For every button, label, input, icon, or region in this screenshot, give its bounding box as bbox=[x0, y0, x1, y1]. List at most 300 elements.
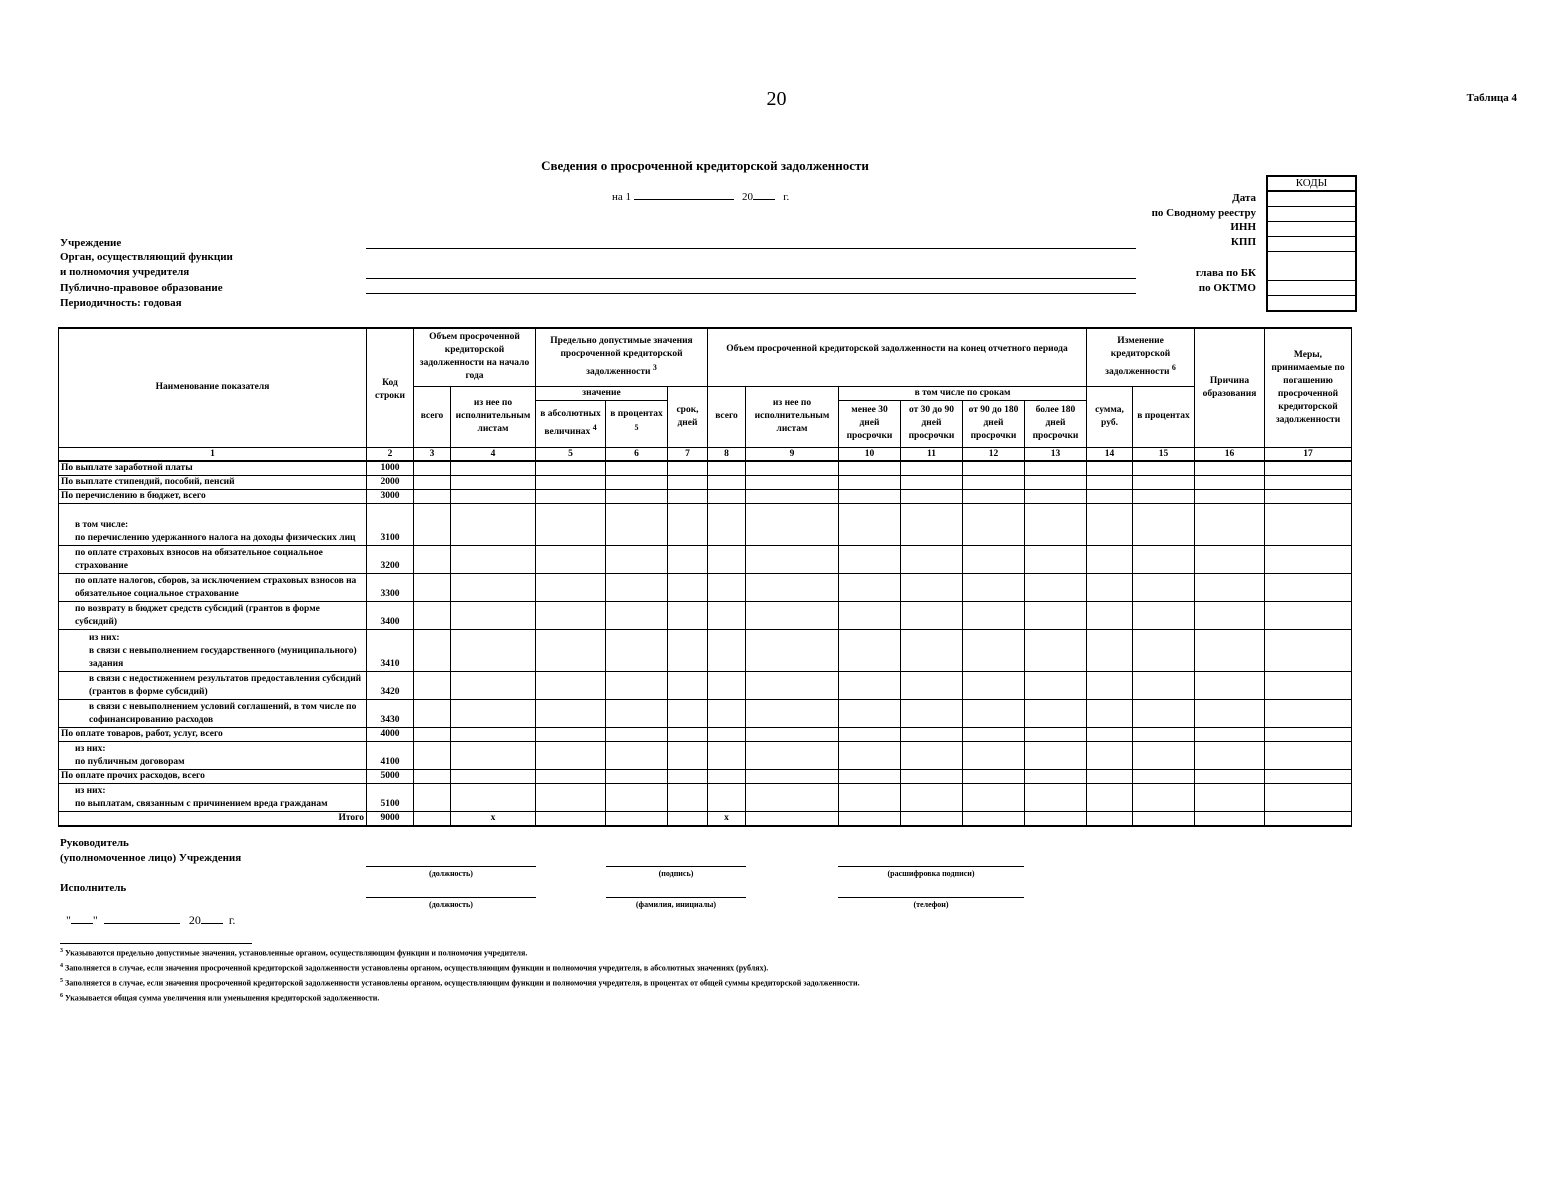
code-cell-bk[interactable] bbox=[1268, 252, 1355, 281]
total-cell[interactable] bbox=[746, 811, 839, 826]
data-cell[interactable] bbox=[708, 671, 746, 699]
data-cell[interactable] bbox=[536, 629, 606, 671]
data-cell[interactable] bbox=[746, 489, 839, 503]
data-cell[interactable] bbox=[1195, 545, 1265, 573]
table-row bbox=[59, 629, 1352, 671]
data-cell[interactable] bbox=[1087, 629, 1133, 671]
header-lt30: менее 30 дней просрочки bbox=[839, 400, 901, 447]
code-cell-inn[interactable] bbox=[1268, 222, 1355, 237]
total-cell[interactable] bbox=[668, 811, 708, 826]
month-blank-field[interactable] bbox=[104, 923, 180, 924]
data-cell[interactable] bbox=[1195, 489, 1265, 503]
row-code: 2000 bbox=[367, 475, 414, 489]
data-cell[interactable] bbox=[1087, 461, 1133, 476]
data-cell[interactable] bbox=[746, 545, 839, 573]
data-cell[interactable] bbox=[1087, 545, 1133, 573]
data-cell[interactable] bbox=[708, 727, 746, 741]
data-cell[interactable] bbox=[451, 475, 536, 489]
data-cell[interactable] bbox=[1195, 629, 1265, 671]
column-number: 14 bbox=[1087, 447, 1133, 461]
data-cell[interactable] bbox=[414, 475, 451, 489]
data-cell[interactable] bbox=[1025, 629, 1087, 671]
data-cell[interactable] bbox=[1133, 461, 1195, 476]
data-cell[interactable] bbox=[746, 769, 839, 783]
data-cell[interactable] bbox=[1265, 727, 1352, 741]
data-cell[interactable] bbox=[746, 601, 839, 629]
header-measures: Меры, принимаемые по погашению просроченной кредиторской задолженности bbox=[1265, 328, 1352, 447]
data-cell[interactable] bbox=[1195, 727, 1265, 741]
data-cell[interactable] bbox=[1025, 769, 1087, 783]
column-number: 10 bbox=[839, 447, 901, 461]
data-cell[interactable] bbox=[1195, 601, 1265, 629]
data-cell[interactable] bbox=[1265, 699, 1352, 727]
data-cell[interactable] bbox=[1195, 461, 1265, 476]
data-cell[interactable] bbox=[963, 503, 1025, 545]
column-number: 17 bbox=[1265, 447, 1352, 461]
total-cell[interactable] bbox=[1133, 811, 1195, 826]
codes-header: КОДЫ bbox=[1268, 177, 1355, 192]
founder-line[interactable] bbox=[366, 278, 1136, 279]
year-blank-field[interactable] bbox=[753, 199, 775, 200]
data-cell[interactable] bbox=[963, 727, 1025, 741]
data-cell[interactable] bbox=[1265, 629, 1352, 671]
header-end-volume: Объем просроченной кредиторской задолженности на конец отчетного периода bbox=[708, 328, 1087, 386]
public-entity-label: Публично-правовое образование bbox=[60, 282, 223, 294]
data-cell[interactable] bbox=[451, 573, 536, 601]
data-cell[interactable] bbox=[1087, 671, 1133, 699]
data-cell[interactable] bbox=[708, 629, 746, 671]
executor-phone-line[interactable] bbox=[838, 897, 1024, 898]
data-cell[interactable] bbox=[536, 545, 606, 573]
data-cell[interactable] bbox=[746, 699, 839, 727]
data-cell[interactable] bbox=[708, 573, 746, 601]
data-cell[interactable] bbox=[963, 741, 1025, 769]
data-cell[interactable] bbox=[1195, 475, 1265, 489]
data-cell[interactable] bbox=[1133, 699, 1195, 727]
data-cell[interactable] bbox=[1087, 601, 1133, 629]
head-signature-line[interactable] bbox=[606, 866, 746, 867]
data-cell[interactable] bbox=[668, 601, 708, 629]
data-cell[interactable] bbox=[414, 503, 451, 545]
data-cell[interactable] bbox=[668, 461, 708, 476]
total-cell[interactable] bbox=[1195, 811, 1265, 826]
data-cell[interactable] bbox=[1025, 601, 1087, 629]
data-cell[interactable] bbox=[451, 629, 536, 671]
data-cell[interactable] bbox=[746, 671, 839, 699]
data-cell[interactable] bbox=[668, 545, 708, 573]
data-cell[interactable] bbox=[668, 489, 708, 503]
data-cell[interactable] bbox=[1133, 769, 1195, 783]
data-cell[interactable] bbox=[606, 769, 668, 783]
data-cell[interactable] bbox=[536, 489, 606, 503]
row-code: 4100 bbox=[367, 741, 414, 769]
codes-box bbox=[1266, 175, 1357, 312]
table-label: Таблица 4 bbox=[1466, 92, 1517, 104]
day-blank-field[interactable] bbox=[71, 923, 93, 924]
data-cell[interactable] bbox=[606, 699, 668, 727]
data-cell[interactable] bbox=[536, 783, 606, 811]
total-cell[interactable] bbox=[1087, 811, 1133, 826]
date-blank-field[interactable] bbox=[634, 199, 734, 200]
data-cell[interactable] bbox=[451, 699, 536, 727]
data-cell[interactable] bbox=[963, 601, 1025, 629]
data-cell[interactable] bbox=[451, 489, 536, 503]
data-cell[interactable] bbox=[963, 783, 1025, 811]
total-x-mark: x bbox=[708, 811, 746, 826]
table-row bbox=[59, 699, 1352, 727]
data-cell[interactable] bbox=[414, 629, 451, 671]
data-cell[interactable] bbox=[451, 783, 536, 811]
data-cell[interactable] bbox=[901, 573, 963, 601]
data-cell[interactable] bbox=[1133, 783, 1195, 811]
data-cell[interactable] bbox=[414, 461, 451, 476]
data-cell[interactable] bbox=[708, 699, 746, 727]
data-cell[interactable] bbox=[963, 629, 1025, 671]
data-cell[interactable] bbox=[1195, 769, 1265, 783]
founder-label-line1: Орган, осуществляющий функции bbox=[60, 251, 233, 263]
data-cell[interactable] bbox=[839, 671, 901, 699]
data-cell[interactable] bbox=[1087, 769, 1133, 783]
data-cell[interactable] bbox=[746, 503, 839, 545]
data-cell[interactable] bbox=[901, 629, 963, 671]
data-cell[interactable] bbox=[839, 573, 901, 601]
data-cell[interactable] bbox=[708, 769, 746, 783]
data-cell[interactable] bbox=[606, 671, 668, 699]
data-cell[interactable] bbox=[1265, 461, 1352, 476]
data-cell[interactable] bbox=[1133, 727, 1195, 741]
data-cell[interactable] bbox=[1133, 601, 1195, 629]
header-change-percent: в процентах bbox=[1133, 386, 1195, 447]
data-cell[interactable] bbox=[414, 741, 451, 769]
data-cell[interactable] bbox=[708, 461, 746, 476]
data-cell[interactable] bbox=[901, 503, 963, 545]
data-cell[interactable] bbox=[1025, 545, 1087, 573]
footnote-6: $^6$ Указывается общая сумма увеличения или уменьшения кредиторской задолженности. bbox=[60, 993, 380, 1003]
data-cell[interactable] bbox=[1087, 741, 1133, 769]
data-cell[interactable] bbox=[901, 671, 963, 699]
data-cell[interactable] bbox=[1025, 727, 1087, 741]
data-cell[interactable] bbox=[839, 601, 901, 629]
data-cell[interactable] bbox=[963, 475, 1025, 489]
data-cell[interactable] bbox=[1025, 699, 1087, 727]
data-cell[interactable] bbox=[451, 769, 536, 783]
data-cell[interactable] bbox=[746, 727, 839, 741]
data-cell[interactable] bbox=[606, 727, 668, 741]
data-cell[interactable] bbox=[451, 727, 536, 741]
code-cell-date[interactable] bbox=[1268, 192, 1355, 207]
data-cell[interactable] bbox=[606, 475, 668, 489]
data-cell[interactable] bbox=[1265, 741, 1352, 769]
footnote-3: $^3$ Указываются предельно допустимые значения, установленные органом, осуществляющим функции и полномочия учредителя. bbox=[60, 948, 528, 958]
code-cell-period[interactable] bbox=[1268, 296, 1355, 310]
data-cell[interactable] bbox=[668, 475, 708, 489]
data-cell[interactable] bbox=[1265, 475, 1352, 489]
institution-line[interactable] bbox=[366, 248, 1136, 249]
data-cell[interactable] bbox=[963, 545, 1025, 573]
data-cell[interactable] bbox=[1025, 573, 1087, 601]
data-cell[interactable] bbox=[1265, 489, 1352, 503]
data-cell[interactable] bbox=[839, 629, 901, 671]
data-cell[interactable] bbox=[1087, 503, 1133, 545]
data-cell[interactable] bbox=[901, 475, 963, 489]
data-cell[interactable] bbox=[668, 671, 708, 699]
data-cell[interactable] bbox=[536, 573, 606, 601]
sign-year-blank-field[interactable] bbox=[201, 923, 223, 924]
data-cell[interactable] bbox=[1133, 741, 1195, 769]
total-cell[interactable] bbox=[536, 811, 606, 826]
data-cell[interactable] bbox=[668, 629, 708, 671]
executor-caption-position: (должность) bbox=[429, 900, 473, 909]
data-cell[interactable] bbox=[606, 601, 668, 629]
total-cell[interactable] bbox=[1265, 811, 1352, 826]
data-cell[interactable] bbox=[963, 699, 1025, 727]
header-code: Код строки bbox=[367, 328, 414, 447]
column-number: 16 bbox=[1195, 447, 1265, 461]
code-label-inn: ИНН bbox=[1230, 221, 1256, 233]
footnote-5: $^5$ Заполняется в случае, если значения просроченной кредиторской задолженности установлены органом, осуществляющим функции и полномочия учредителя, в процентах от общей суммы кредиторской задолженности. bbox=[60, 978, 860, 988]
data-cell[interactable] bbox=[1025, 783, 1087, 811]
data-cell[interactable] bbox=[963, 671, 1025, 699]
row-code: 3400 bbox=[367, 601, 414, 629]
data-cell[interactable] bbox=[1025, 503, 1087, 545]
data-cell[interactable] bbox=[606, 489, 668, 503]
data-cell[interactable] bbox=[839, 727, 901, 741]
data-cell[interactable] bbox=[839, 475, 901, 489]
data-cell[interactable] bbox=[1133, 545, 1195, 573]
data-cell[interactable] bbox=[414, 671, 451, 699]
data-cell[interactable] bbox=[708, 601, 746, 629]
data-cell[interactable] bbox=[746, 573, 839, 601]
data-cell[interactable] bbox=[708, 741, 746, 769]
header-start-volume: Объем просроченной кредиторской задолженности на начало года bbox=[414, 328, 536, 386]
data-cell[interactable] bbox=[1087, 573, 1133, 601]
data-cell[interactable] bbox=[1087, 475, 1133, 489]
data-cell[interactable] bbox=[1265, 783, 1352, 811]
executor-position-line[interactable] bbox=[366, 897, 536, 898]
code-cell-oktmo[interactable] bbox=[1268, 281, 1355, 296]
data-cell[interactable] bbox=[1133, 475, 1195, 489]
sign-year-prefix: 20 bbox=[188, 913, 201, 927]
data-cell[interactable] bbox=[1025, 475, 1087, 489]
total-cell[interactable] bbox=[963, 811, 1025, 826]
head-position-line[interactable] bbox=[366, 866, 536, 867]
header-start-total: всего bbox=[414, 386, 451, 447]
data-cell[interactable] bbox=[414, 601, 451, 629]
column-number: 12 bbox=[963, 447, 1025, 461]
data-cell[interactable] bbox=[839, 503, 901, 545]
data-cell[interactable] bbox=[1025, 741, 1087, 769]
data-cell[interactable] bbox=[668, 573, 708, 601]
data-cell[interactable] bbox=[414, 489, 451, 503]
data-cell[interactable] bbox=[414, 699, 451, 727]
data-cell[interactable] bbox=[536, 461, 606, 476]
data-cell[interactable] bbox=[839, 461, 901, 476]
data-cell[interactable] bbox=[536, 601, 606, 629]
close-quote: " bbox=[92, 913, 98, 927]
data-cell[interactable] bbox=[1195, 573, 1265, 601]
data-cell[interactable] bbox=[668, 727, 708, 741]
data-cell[interactable] bbox=[901, 545, 963, 573]
page-number: 20 bbox=[766, 88, 787, 110]
header-limits: Предельно допустимые значения просроченной кредиторской задолженности $^3$ bbox=[536, 328, 708, 386]
data-cell[interactable] bbox=[901, 699, 963, 727]
data-cell[interactable] bbox=[839, 783, 901, 811]
data-cell[interactable] bbox=[1133, 489, 1195, 503]
data-cell[interactable] bbox=[668, 783, 708, 811]
total-code: 9000 bbox=[367, 811, 414, 826]
row-name: из них: в связи с невыполнением государственного (муниципального) задания bbox=[59, 629, 367, 671]
data-cell[interactable] bbox=[746, 475, 839, 489]
header-start-writs: из нее по исполнительным листам bbox=[451, 386, 536, 447]
data-cell[interactable] bbox=[1195, 783, 1265, 811]
data-cell[interactable] bbox=[1265, 769, 1352, 783]
data-cell[interactable] bbox=[451, 601, 536, 629]
row-code: 5100 bbox=[367, 783, 414, 811]
data-cell[interactable] bbox=[536, 503, 606, 545]
data-cell[interactable] bbox=[1087, 489, 1133, 503]
data-cell[interactable] bbox=[1133, 629, 1195, 671]
data-cell[interactable] bbox=[746, 783, 839, 811]
table-row bbox=[59, 545, 1352, 573]
header-reason: Причина образования bbox=[1195, 328, 1265, 447]
code-cell-kpp[interactable] bbox=[1268, 237, 1355, 252]
data-cell[interactable] bbox=[1195, 503, 1265, 545]
data-cell[interactable] bbox=[668, 741, 708, 769]
data-cell[interactable] bbox=[606, 629, 668, 671]
data-cell[interactable] bbox=[746, 741, 839, 769]
data-cell[interactable] bbox=[1133, 503, 1195, 545]
data-cell[interactable] bbox=[606, 461, 668, 476]
data-cell[interactable] bbox=[708, 783, 746, 811]
data-cell[interactable] bbox=[839, 769, 901, 783]
code-cell-registry[interactable] bbox=[1268, 207, 1355, 222]
total-x-mark: x bbox=[451, 811, 536, 826]
data-cell[interactable] bbox=[839, 741, 901, 769]
data-cell[interactable] bbox=[1087, 783, 1133, 811]
executor-label: Исполнитель bbox=[60, 882, 127, 894]
data-cell[interactable] bbox=[414, 769, 451, 783]
head-decoding-line[interactable] bbox=[838, 866, 1024, 867]
table-row bbox=[59, 573, 1352, 601]
data-cell[interactable] bbox=[668, 699, 708, 727]
data-cell[interactable] bbox=[901, 489, 963, 503]
data-cell[interactable] bbox=[606, 573, 668, 601]
data-cell[interactable] bbox=[1087, 727, 1133, 741]
data-cell[interactable] bbox=[1025, 461, 1087, 476]
data-cell[interactable] bbox=[1025, 671, 1087, 699]
column-number: 8 bbox=[708, 447, 746, 461]
data-cell[interactable] bbox=[606, 741, 668, 769]
data-cell[interactable] bbox=[668, 769, 708, 783]
data-cell[interactable] bbox=[451, 503, 536, 545]
data-cell[interactable] bbox=[901, 727, 963, 741]
data-cell[interactable] bbox=[1265, 601, 1352, 629]
total-cell[interactable] bbox=[901, 811, 963, 826]
data-cell[interactable] bbox=[451, 461, 536, 476]
total-cell[interactable] bbox=[839, 811, 901, 826]
data-cell[interactable] bbox=[839, 545, 901, 573]
data-cell[interactable] bbox=[901, 783, 963, 811]
data-cell[interactable] bbox=[668, 503, 708, 545]
data-cell[interactable] bbox=[536, 699, 606, 727]
data-cell[interactable] bbox=[414, 545, 451, 573]
data-cell[interactable] bbox=[451, 671, 536, 699]
row-name: По выплате стипендий, пособий, пенсий bbox=[59, 475, 367, 489]
data-cell[interactable] bbox=[708, 503, 746, 545]
data-cell[interactable] bbox=[536, 671, 606, 699]
data-cell[interactable] bbox=[414, 783, 451, 811]
data-cell[interactable] bbox=[536, 741, 606, 769]
total-cell[interactable] bbox=[1025, 811, 1087, 826]
data-cell[interactable] bbox=[451, 545, 536, 573]
debt-table bbox=[58, 327, 1352, 827]
data-cell[interactable] bbox=[963, 489, 1025, 503]
data-cell[interactable] bbox=[1265, 545, 1352, 573]
data-cell[interactable] bbox=[901, 461, 963, 476]
data-cell[interactable] bbox=[1265, 573, 1352, 601]
data-cell[interactable] bbox=[606, 545, 668, 573]
data-cell[interactable] bbox=[536, 475, 606, 489]
header-change: Изменение кредиторской задолженности $^6$ bbox=[1087, 328, 1195, 386]
data-cell[interactable] bbox=[1195, 741, 1265, 769]
table-row bbox=[59, 461, 1352, 476]
data-cell[interactable] bbox=[1195, 671, 1265, 699]
head-caption-decoding: (расшифровка подписи) bbox=[887, 869, 975, 878]
executor-name-line[interactable] bbox=[606, 897, 746, 898]
table-row bbox=[59, 783, 1352, 811]
data-cell[interactable] bbox=[536, 727, 606, 741]
data-cell[interactable] bbox=[839, 699, 901, 727]
data-cell[interactable] bbox=[963, 461, 1025, 476]
row-code: 3410 bbox=[367, 629, 414, 671]
data-cell[interactable] bbox=[1265, 503, 1352, 545]
data-cell[interactable] bbox=[839, 489, 901, 503]
data-cell[interactable] bbox=[1025, 489, 1087, 503]
data-cell[interactable] bbox=[606, 783, 668, 811]
row-code: 3430 bbox=[367, 699, 414, 727]
total-cell[interactable] bbox=[414, 811, 451, 826]
data-cell[interactable] bbox=[901, 741, 963, 769]
row-name: По перечислению в бюджет, всего bbox=[59, 489, 367, 503]
data-cell[interactable] bbox=[746, 629, 839, 671]
data-cell[interactable] bbox=[1195, 699, 1265, 727]
head-label-line2: (уполномоченное лицо) Учреждения bbox=[60, 852, 242, 864]
public-entity-line[interactable] bbox=[366, 293, 1136, 294]
data-cell[interactable] bbox=[536, 769, 606, 783]
total-cell[interactable] bbox=[606, 811, 668, 826]
data-cell[interactable] bbox=[708, 489, 746, 503]
table-row bbox=[59, 503, 1352, 545]
row-code: 3200 bbox=[367, 545, 414, 573]
data-cell[interactable] bbox=[414, 573, 451, 601]
data-cell[interactable] bbox=[606, 503, 668, 545]
data-cell[interactable] bbox=[1087, 699, 1133, 727]
data-cell[interactable] bbox=[901, 769, 963, 783]
data-cell[interactable] bbox=[1133, 573, 1195, 601]
data-cell[interactable] bbox=[451, 741, 536, 769]
data-cell[interactable] bbox=[708, 545, 746, 573]
column-number: 11 bbox=[901, 447, 963, 461]
data-cell[interactable] bbox=[963, 573, 1025, 601]
head-label-line1: Руководитель bbox=[60, 837, 129, 849]
data-cell[interactable] bbox=[901, 601, 963, 629]
data-cell[interactable] bbox=[963, 769, 1025, 783]
data-cell[interactable] bbox=[1265, 671, 1352, 699]
data-cell[interactable] bbox=[414, 727, 451, 741]
data-cell[interactable] bbox=[746, 461, 839, 476]
data-cell[interactable] bbox=[1133, 671, 1195, 699]
data-cell[interactable] bbox=[708, 475, 746, 489]
